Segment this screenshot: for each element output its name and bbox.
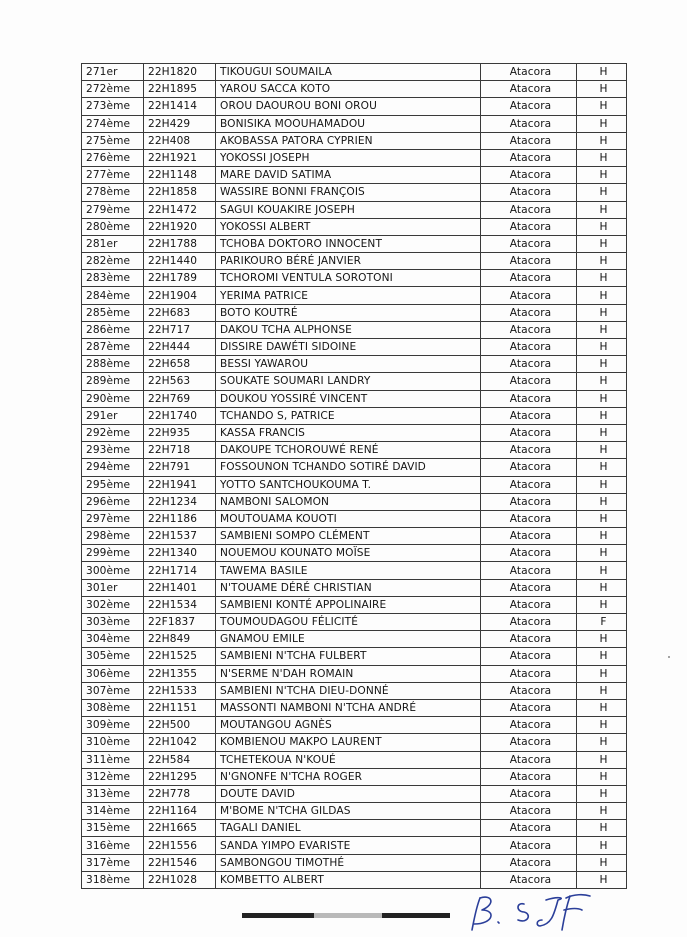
matricule-cell: 22H1028: [144, 871, 216, 888]
matricule-cell: 22H935: [144, 424, 216, 441]
sex-cell: H: [577, 459, 627, 476]
department-cell: Atacora: [481, 717, 577, 734]
table-row: [82, 510, 627, 527]
name-cell: BESSI YAWAROU: [216, 356, 481, 373]
department-cell: Atacora: [481, 596, 577, 613]
name-cell: SAMBIENI N'TCHA DIEU-DONNÉ: [216, 682, 481, 699]
sex-cell: H: [577, 734, 627, 751]
name-cell: SAMBIENI KONTÉ APPOLINAIRE: [216, 596, 481, 613]
rank-cell: 309ème: [82, 717, 144, 734]
sex-cell: H: [577, 545, 627, 562]
matricule-cell: 22H1440: [144, 253, 216, 270]
sex-cell: H: [577, 682, 627, 699]
sex-cell: H: [577, 356, 627, 373]
sex-cell: H: [577, 803, 627, 820]
name-cell: OROU DAOUROU BONI OROU: [216, 98, 481, 115]
sex-cell: F: [577, 614, 627, 631]
department-cell: Atacora: [481, 837, 577, 854]
sex-cell: H: [577, 201, 627, 218]
department-cell: Atacora: [481, 218, 577, 235]
name-cell: BONISIKA MOOUHAMADOU: [216, 115, 481, 132]
matricule-cell: 22H429: [144, 115, 216, 132]
rank-cell: 301er: [82, 579, 144, 596]
name-cell: MARE DAVID SATIMA: [216, 167, 481, 184]
rank-cell: 311ème: [82, 751, 144, 768]
department-cell: Atacora: [481, 493, 577, 510]
department-cell: Atacora: [481, 631, 577, 648]
rank-cell: 287ème: [82, 339, 144, 356]
rank-cell: 271er: [82, 64, 144, 81]
name-cell: NOUEMOU KOUNATO MOÏSE: [216, 545, 481, 562]
department-cell: Atacora: [481, 184, 577, 201]
table-row: [82, 390, 627, 407]
rank-cell: 300ème: [82, 562, 144, 579]
rank-cell: 302ème: [82, 596, 144, 613]
rank-cell: 315ème: [82, 820, 144, 837]
name-cell: MOUTANGOU AGNÈS: [216, 717, 481, 734]
rank-cell: 286ème: [82, 321, 144, 338]
name-cell: N'TOUAME DÉRÉ CHRISTIAN: [216, 579, 481, 596]
sex-cell: H: [577, 648, 627, 665]
sex-cell: H: [577, 184, 627, 201]
matricule-cell: 22H1042: [144, 734, 216, 751]
sex-cell: H: [577, 665, 627, 682]
sex-cell: H: [577, 424, 627, 441]
name-cell: DOUTE DAVID: [216, 785, 481, 802]
rank-cell: 281er: [82, 235, 144, 252]
department-cell: Atacora: [481, 304, 577, 321]
department-cell: Atacora: [481, 803, 577, 820]
name-cell: AKOBASSA PATORA CYPRIEN: [216, 132, 481, 149]
rank-cell: 296ème: [82, 493, 144, 510]
matricule-cell: 22H1401: [144, 579, 216, 596]
sex-cell: H: [577, 235, 627, 252]
table-row: [82, 665, 627, 682]
department-cell: Atacora: [481, 665, 577, 682]
name-cell: TCHANDO S, PATRICE: [216, 407, 481, 424]
sex-cell: H: [577, 699, 627, 716]
rank-cell: 305ème: [82, 648, 144, 665]
footer-bar-right: [382, 913, 450, 918]
sex-cell: H: [577, 373, 627, 390]
rank-cell: 284ème: [82, 287, 144, 304]
rank-cell: 314ème: [82, 803, 144, 820]
table-row: [82, 562, 627, 579]
sex-cell: H: [577, 98, 627, 115]
table-row: [82, 631, 627, 648]
sex-cell: H: [577, 132, 627, 149]
rank-cell: 272ème: [82, 81, 144, 98]
matricule-cell: 22H1234: [144, 493, 216, 510]
department-cell: Atacora: [481, 98, 577, 115]
table-row: [82, 459, 627, 476]
matricule-cell: 22H1355: [144, 665, 216, 682]
matricule-cell: 22H1714: [144, 562, 216, 579]
matricule-cell: 22H1789: [144, 270, 216, 287]
department-cell: Atacora: [481, 81, 577, 98]
table-row: [82, 64, 627, 81]
department-cell: Atacora: [481, 648, 577, 665]
matricule-cell: 22H1788: [144, 235, 216, 252]
table-row: [82, 751, 627, 768]
table-row: [82, 837, 627, 854]
matricule-cell: 22H791: [144, 459, 216, 476]
matricule-cell: 22H717: [144, 321, 216, 338]
table-row: [82, 648, 627, 665]
matricule-cell: 22H1164: [144, 803, 216, 820]
department-cell: Atacora: [481, 115, 577, 132]
matricule-cell: 22H1740: [144, 407, 216, 424]
department-cell: Atacora: [481, 149, 577, 166]
matricule-cell: 22H658: [144, 356, 216, 373]
name-cell: N'GNONFE N'TCHA ROGER: [216, 768, 481, 785]
matricule-cell: 22F1837: [144, 614, 216, 631]
rank-cell: 306ème: [82, 665, 144, 682]
name-cell: SANDA YIMPO EVARISTE: [216, 837, 481, 854]
name-cell: YOKOSSI ALBERT: [216, 218, 481, 235]
rank-cell: 292ème: [82, 424, 144, 441]
department-cell: Atacora: [481, 510, 577, 527]
table-row: [82, 321, 627, 338]
department-cell: Atacora: [481, 459, 577, 476]
matricule-cell: 22H1556: [144, 837, 216, 854]
matricule-cell: 22H500: [144, 717, 216, 734]
rank-cell: 297ème: [82, 510, 144, 527]
table-row: [82, 373, 627, 390]
rank-cell: 316ème: [82, 837, 144, 854]
name-cell: YOKOSSI JOSEPH: [216, 149, 481, 166]
department-cell: Atacora: [481, 785, 577, 802]
name-cell: KOMBIENOU MAKPO LAURENT: [216, 734, 481, 751]
table-row: [82, 717, 627, 734]
sex-cell: H: [577, 751, 627, 768]
matricule-cell: 22H1921: [144, 149, 216, 166]
matricule-cell: 22H1537: [144, 528, 216, 545]
name-cell: MOUTOUAMA KOUOTI: [216, 510, 481, 527]
name-cell: TOUMOUDAGOU FÉLICITÉ: [216, 614, 481, 631]
department-cell: Atacora: [481, 132, 577, 149]
matricule-cell: 22H408: [144, 132, 216, 149]
table-row: [82, 304, 627, 321]
name-cell: GNAMOU EMILE: [216, 631, 481, 648]
table-row: [82, 820, 627, 837]
sex-cell: H: [577, 339, 627, 356]
department-cell: Atacora: [481, 321, 577, 338]
name-cell: TAWEMA BASILE: [216, 562, 481, 579]
results-table-body: [82, 64, 627, 889]
name-cell: BOTO KOUTRÉ: [216, 304, 481, 321]
matricule-cell: 22H584: [144, 751, 216, 768]
name-cell: DOUKOU YOSSIRÉ VINCENT: [216, 390, 481, 407]
department-cell: Atacora: [481, 270, 577, 287]
sex-cell: H: [577, 785, 627, 802]
department-cell: Atacora: [481, 390, 577, 407]
matricule-cell: 22H683: [144, 304, 216, 321]
rank-cell: 304ème: [82, 631, 144, 648]
table-row: [82, 98, 627, 115]
rank-cell: 273ème: [82, 98, 144, 115]
name-cell: TCHETEKOUA N'KOUÉ: [216, 751, 481, 768]
matricule-cell: 22H1295: [144, 768, 216, 785]
sex-cell: H: [577, 871, 627, 888]
department-cell: Atacora: [481, 682, 577, 699]
sex-cell: H: [577, 304, 627, 321]
sex-cell: H: [577, 287, 627, 304]
sex-cell: H: [577, 579, 627, 596]
department-cell: Atacora: [481, 751, 577, 768]
rank-cell: 278ème: [82, 184, 144, 201]
department-cell: Atacora: [481, 424, 577, 441]
name-cell: MASSONTI NAMBONI N'TCHA ANDRÉ: [216, 699, 481, 716]
table-row: [82, 81, 627, 98]
rank-cell: 275ème: [82, 132, 144, 149]
table-row: [82, 201, 627, 218]
table-row: [82, 235, 627, 252]
rank-cell: 294ème: [82, 459, 144, 476]
name-cell: TCHOBA DOKTORO INNOCENT: [216, 235, 481, 252]
table-row: [82, 167, 627, 184]
rank-cell: 318ème: [82, 871, 144, 888]
matricule-cell: 22H1904: [144, 287, 216, 304]
rank-cell: 280ème: [82, 218, 144, 235]
name-cell: PARIKOURO BÉRÉ JANVIER: [216, 253, 481, 270]
table-row: [82, 218, 627, 235]
table-row: [82, 699, 627, 716]
table-row: [82, 287, 627, 304]
rank-cell: 313ème: [82, 785, 144, 802]
table-row: [82, 493, 627, 510]
name-cell: TIKOUGUI SOUMAILA: [216, 64, 481, 81]
sex-cell: H: [577, 64, 627, 81]
sex-cell: H: [577, 81, 627, 98]
name-cell: DAKOU TCHA ALPHONSE: [216, 321, 481, 338]
name-cell: FOSSOUNON TCHANDO SOTIRÉ DAVID: [216, 459, 481, 476]
table-row: [82, 682, 627, 699]
sex-cell: H: [577, 837, 627, 854]
rank-cell: 317ème: [82, 854, 144, 871]
matricule-cell: 22H444: [144, 339, 216, 356]
sex-cell: H: [577, 321, 627, 338]
sex-cell: H: [577, 167, 627, 184]
table-row: [82, 149, 627, 166]
scan-speck: [668, 656, 670, 658]
sex-cell: H: [577, 476, 627, 493]
matricule-cell: 22H1472: [144, 201, 216, 218]
rank-cell: 289ème: [82, 373, 144, 390]
rank-cell: 303ème: [82, 614, 144, 631]
name-cell: DISSIRE DAWÉTI SIDOINE: [216, 339, 481, 356]
rank-cell: 279ème: [82, 201, 144, 218]
rank-cell: 285ème: [82, 304, 144, 321]
name-cell: NAMBONI SALOMON: [216, 493, 481, 510]
rank-cell: 299ème: [82, 545, 144, 562]
rank-cell: 308ème: [82, 699, 144, 716]
sex-cell: H: [577, 596, 627, 613]
table-row: [82, 871, 627, 888]
department-cell: Atacora: [481, 373, 577, 390]
department-cell: Atacora: [481, 287, 577, 304]
table-row: [82, 407, 627, 424]
results-table: [81, 63, 627, 889]
department-cell: Atacora: [481, 768, 577, 785]
table-row: [82, 854, 627, 871]
rank-cell: 274ème: [82, 115, 144, 132]
rank-cell: 277ème: [82, 167, 144, 184]
rank-cell: 282ème: [82, 253, 144, 270]
sex-cell: H: [577, 149, 627, 166]
table-row: [82, 768, 627, 785]
handwritten-signature: [466, 890, 596, 935]
table-row: [82, 545, 627, 562]
table-row: [82, 734, 627, 751]
matricule-cell: 22H1525: [144, 648, 216, 665]
rank-cell: 290ème: [82, 390, 144, 407]
table-row: [82, 476, 627, 493]
sex-cell: H: [577, 768, 627, 785]
name-cell: SAMBIENI SOMPO CLÉMENT: [216, 528, 481, 545]
matricule-cell: 22H718: [144, 442, 216, 459]
table-row: [82, 442, 627, 459]
name-cell: TAGALI DANIEL: [216, 820, 481, 837]
matricule-cell: 22H1340: [144, 545, 216, 562]
table-row: [82, 803, 627, 820]
sex-cell: H: [577, 407, 627, 424]
rank-cell: 276ème: [82, 149, 144, 166]
matricule-cell: 22H1533: [144, 682, 216, 699]
department-cell: Atacora: [481, 579, 577, 596]
footer-bar-left: [242, 913, 314, 918]
sex-cell: H: [577, 631, 627, 648]
sex-cell: H: [577, 442, 627, 459]
table-row: [82, 253, 627, 270]
department-cell: Atacora: [481, 562, 577, 579]
department-cell: Atacora: [481, 442, 577, 459]
matricule-cell: 22H1414: [144, 98, 216, 115]
rank-cell: 307ème: [82, 682, 144, 699]
sex-cell: H: [577, 820, 627, 837]
rank-cell: 310ème: [82, 734, 144, 751]
rank-cell: 291er: [82, 407, 144, 424]
sex-cell: H: [577, 854, 627, 871]
matricule-cell: 22H769: [144, 390, 216, 407]
name-cell: M'BOME N'TCHA GILDAS: [216, 803, 481, 820]
department-cell: Atacora: [481, 235, 577, 252]
department-cell: Atacora: [481, 854, 577, 871]
department-cell: Atacora: [481, 253, 577, 270]
matricule-cell: 22H778: [144, 785, 216, 802]
matricule-cell: 22H1148: [144, 167, 216, 184]
name-cell: SAMBIENI N'TCHA FULBERT: [216, 648, 481, 665]
matricule-cell: 22H1151: [144, 699, 216, 716]
matricule-cell: 22H1534: [144, 596, 216, 613]
table-row: [82, 528, 627, 545]
name-cell: SAGUI KOUAKIRE JOSEPH: [216, 201, 481, 218]
department-cell: Atacora: [481, 167, 577, 184]
sex-cell: H: [577, 270, 627, 287]
department-cell: Atacora: [481, 528, 577, 545]
table-row: [82, 614, 627, 631]
sex-cell: H: [577, 390, 627, 407]
department-cell: Atacora: [481, 614, 577, 631]
matricule-cell: 22H1858: [144, 184, 216, 201]
sex-cell: H: [577, 253, 627, 270]
matricule-cell: 22H849: [144, 631, 216, 648]
department-cell: Atacora: [481, 820, 577, 837]
department-cell: Atacora: [481, 356, 577, 373]
table-row: [82, 184, 627, 201]
department-cell: Atacora: [481, 407, 577, 424]
table-row: [82, 356, 627, 373]
matricule-cell: 22H1895: [144, 81, 216, 98]
name-cell: YOTTO SANTCHOUKOUMA T.: [216, 476, 481, 493]
table-row: [82, 596, 627, 613]
name-cell: KASSA FRANCIS: [216, 424, 481, 441]
matricule-cell: 22H1820: [144, 64, 216, 81]
sex-cell: H: [577, 562, 627, 579]
rank-cell: 312ème: [82, 768, 144, 785]
name-cell: SAMBONGOU TIMOTHÉ: [216, 854, 481, 871]
table-row: [82, 270, 627, 287]
sex-cell: H: [577, 528, 627, 545]
sex-cell: H: [577, 510, 627, 527]
name-cell: WASSIRE BONNI FRANÇOIS: [216, 184, 481, 201]
name-cell: YERIMA PATRICE: [216, 287, 481, 304]
name-cell: N'SERME N'DAH ROMAIN: [216, 665, 481, 682]
department-cell: Atacora: [481, 476, 577, 493]
name-cell: YAROU SACCA KOTO: [216, 81, 481, 98]
matricule-cell: 22H1665: [144, 820, 216, 837]
sex-cell: H: [577, 717, 627, 734]
table-row: [82, 339, 627, 356]
table-row: [82, 132, 627, 149]
sex-cell: H: [577, 493, 627, 510]
name-cell: KOMBETTO ALBERT: [216, 871, 481, 888]
department-cell: Atacora: [481, 871, 577, 888]
matricule-cell: 22H1941: [144, 476, 216, 493]
department-cell: Atacora: [481, 734, 577, 751]
department-cell: Atacora: [481, 201, 577, 218]
sex-cell: H: [577, 218, 627, 235]
matricule-cell: 22H563: [144, 373, 216, 390]
table-row: [82, 579, 627, 596]
matricule-cell: 22H1920: [144, 218, 216, 235]
rank-cell: 295ème: [82, 476, 144, 493]
table-row: [82, 424, 627, 441]
department-cell: Atacora: [481, 545, 577, 562]
sex-cell: H: [577, 115, 627, 132]
rank-cell: 283ème: [82, 270, 144, 287]
footer-bar-middle: [314, 913, 382, 918]
rank-cell: 288ème: [82, 356, 144, 373]
name-cell: SOUKATE SOUMARI LANDRY: [216, 373, 481, 390]
department-cell: Atacora: [481, 699, 577, 716]
department-cell: Atacora: [481, 64, 577, 81]
rank-cell: 298ème: [82, 528, 144, 545]
name-cell: DAKOUPE TCHOROUWÉ RENÉ: [216, 442, 481, 459]
table-row: [82, 785, 627, 802]
department-cell: Atacora: [481, 339, 577, 356]
matricule-cell: 22H1546: [144, 854, 216, 871]
table-row: [82, 115, 627, 132]
rank-cell: 293ème: [82, 442, 144, 459]
name-cell: TCHOROMI VENTULA SOROTONI: [216, 270, 481, 287]
matricule-cell: 22H1186: [144, 510, 216, 527]
